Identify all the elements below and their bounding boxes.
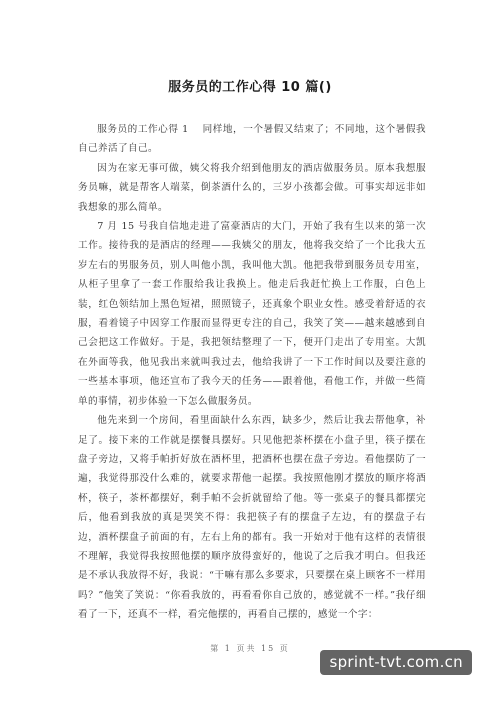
paragraph: 服务员的工作心得 1 同样地，一个暑假又结束了；不同地，这个暑假我自己养活了自己。 [78, 124, 426, 155]
site-watermark: sprint-tvt.com.cn [320, 650, 472, 675]
paragraph: 7 月 15 号我自信地走进了富豪酒店的大门，开始了我有生以来的第一次工作。接待我的是酒店的经理——我姨父的朋友，他将我交给了一个比我大五岁左右的男服务员，别人叫他小凯，我叫他大凯。他把我带到服务员专用室，从柜子里拿了一套工作服给我让我换上。他走后我赶忙换上工作服，白色上装，红色领结加上黑色短裙，照照镜子，还真象个职业女性。感受着舒适的衣服，看着镜子中因穿工作服而显得更专注的自己，我笑了笑——越来越感到自己会把这工作做好。于是，我把领结整理了一下，便开门走出了专用室。大凯在外面等我，他见我出来就叫我过去，他给我讲了一下工作时间以及要注意的一些基本事项，他还宣布了我今天的任务——跟着他，看他工作，并做一些简单的事情，初步体验一下怎么做服务员。 [78, 221, 426, 407]
page-footer: 第 1 页共 15 页 [210, 644, 290, 653]
paragraph: 他先来到一个房间，看里面缺什么东西，缺多少，然后让我去帮他拿，补足了。接下来的工作就是摆餐具摆好。只见他把茶杯摆在小盘子里，筷子摆在盘子旁边，又将手帕折好放在酒杯里，把酒杯也摆在盘子旁边。看他摆防了一遍，我觉得那没什么难的，就要求帮他一起摆。我按照他刚才摆放的顺序将酒杯，筷子，茶杯都摆好，剩手帕不会折就留给了他。等一张桌子的餐具都摆完后，他看到我放的真是哭笑不得：我把筷子有的摆盘子左边，有的摆盘子右边，酒杯摆盘子前面的有，左右上角的都有。我一开始对于他有这样的表情很不理解，我觉得我按照他摆的顺序放得蛮好的，他说了之后我才明白。但我还是不承认我放得不好，我说：“干嘛有那么多要求，只要摆在桌上顾客不一样用吗？”他笑了笑说：“你看我放的，再看看你自己放的，感觉就不一样。”我仔细看了一下，还真不一样，看完他摆的，再看自己摆的，感觉一个字： [78, 415, 426, 621]
document-body [78, 120, 426, 625]
document-title: 服务员的工作心得 10 篇() [168, 80, 332, 95]
paragraph: 因为在家无事可做，姨父将我介绍到他朋友的酒店做服务员。原本我想服务员嘛，就是帮客人端菜，倒茶酒什么的，三岁小孩都会做。可事实却远非如我想象的那么简单。 [78, 162, 426, 213]
